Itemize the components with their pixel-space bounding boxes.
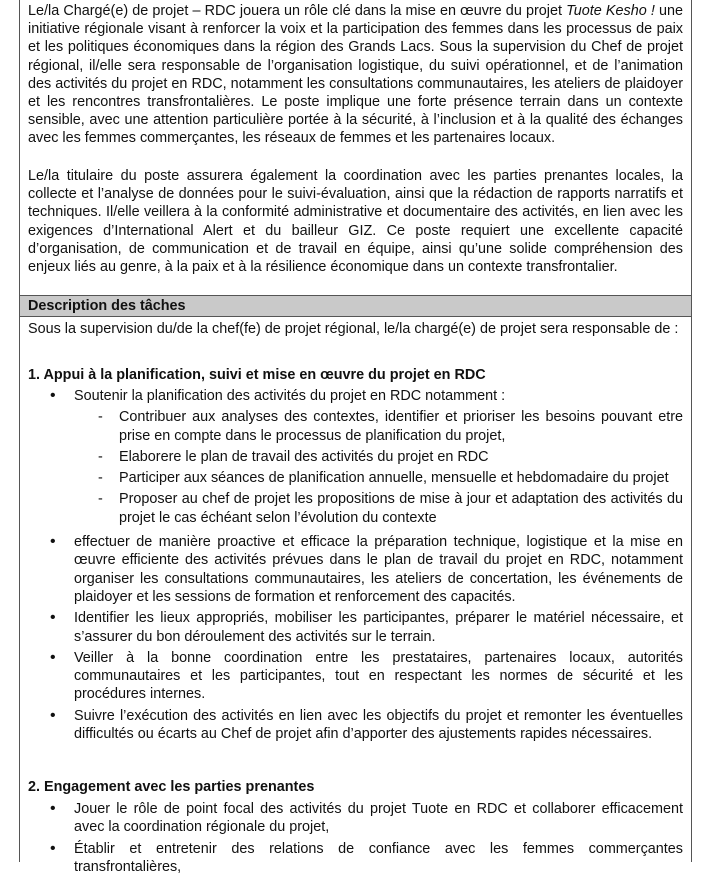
task-intro: Sous la supervision du/de la chef(fe) de projet régional, le/la chargé(e) de projet sera responsable de : bbox=[28, 321, 679, 337]
dash-item: - Proposer au chef de projet les propositions de mise à jour et adaptation des activités du projet le cas échéant selon l’évolution du contexte bbox=[74, 490, 683, 527]
list-item: • Identifier les lieux appropriés, mobiliser les participantes, préparer le matériel nécessaire, et s’assurer du bon déroulement des activités sur le terrain. bbox=[20, 609, 693, 646]
dash-item: - Contribuer aux analyses des contextes, identifier et prioriser les besoins pouvant etre prise en compte dans le processus de planification du projet, bbox=[74, 408, 683, 445]
list-item bbox=[20, 387, 693, 527]
section-1-list bbox=[20, 387, 693, 743]
dash-item: - Elaborere le plan de travail des activités du projet en RDC bbox=[74, 448, 683, 466]
intro-p1-start: Le/la Chargé(e) de projet – RDC jouera un rôle clé dans la mise en œuvre du projet bbox=[28, 3, 567, 19]
dash-item: - Participer aux séances de planification annuelle, mensuelle et hebdomadaire du projet bbox=[74, 469, 683, 487]
list-item: • Jouer le rôle de point focal des activités du projet Tuote en RDC et collaborer efficacement avec la coordination régionale du projet, bbox=[20, 800, 693, 837]
intro-p1-rest: une initiative régionale visant à renforcer la voix et la participation des femmes dans les processus de paix et les politiques économiques dans la région des Grands Lacs. Sous la supervision du Chef de projet régional, il/elle sera responsable de l’organisation logistique, du suivi opérationnel, et de l’animation des activités du projet en RDC, notamment les consultations communautaires, les ateliers de plaidoyer et les rencontres transfrontalières. Le poste implique une forte présence terrain dans un contexte sensible, avec une attention particulière portée à la sécurité, à l’inclusion et à la qualité des échanges avec les femmes commerçantes, les réseaux de femmes et les partenaires locaux. bbox=[28, 3, 683, 147]
list-item: • Veiller à la bonne coordination entre les prestataires, partenaires locaux, autorités communautaires et les participantes, tout en respectant les normes de sécurité et les procédures internes. bbox=[20, 649, 693, 704]
intro-paragraph-2: Le/la titulaire du poste assurera également la coordination avec les parties prenantes locales, la collecte et l’analyse de données pour le suivi-évaluation, ainsi que la rédaction de rapports narratifs et techniques. Il/elle veillera à la conformité administrative et documentaire des activités, en lien avec les exigences d’International Alert et du bailleur GIZ. Ce poste requiert une excellente capacité d’organisation, de communication et de travail en équipe, ainsi qu’une solide compréhension des enjeux liés au genre, à la paix et à la résilience économique dans un contexte transfrontalier. bbox=[28, 168, 683, 276]
project-name: Tuote Kesho ! bbox=[566, 3, 655, 19]
section-1-title: 1. Appui à la planification, suivi et mise en œuvre du projet en RDC bbox=[28, 367, 486, 383]
dash-list bbox=[74, 408, 683, 527]
intro-paragraph-1 bbox=[28, 2, 683, 148]
section-2-title: 2. Engagement avec les parties prenantes bbox=[28, 779, 315, 795]
bullet-text: Soutenir la planification des activités du projet en RDC notamment : bbox=[74, 388, 506, 404]
table-frame bbox=[19, 0, 692, 875]
section-2-list bbox=[20, 800, 693, 876]
list-item: • effectuer de manière proactive et efficace la préparation technique, logistique et la mise en œuvre efficiente des activités prévues dans le plan de travail du projet en RDC, notamment organiser les consultations communautaires, les ateliers de concertation, les événements de plaidoyer et les sessions de formation et renforcement des capacités. bbox=[20, 533, 693, 606]
list-item: • Établir et entretenir des relations de confiance avec les femmes commerçantes transfrontalières, bbox=[20, 840, 693, 876]
task-header bbox=[20, 296, 691, 317]
task-header-label: Description des tâches bbox=[28, 298, 186, 314]
summary-cell bbox=[20, 0, 691, 296]
list-item: • Suivre l’exécution des activités en lien avec les objectifs du projet et remonter les éventuelles difficultés ou écarts au Chef de projet afin d’apporter des ajustements rapides nécessaires. bbox=[20, 707, 693, 744]
